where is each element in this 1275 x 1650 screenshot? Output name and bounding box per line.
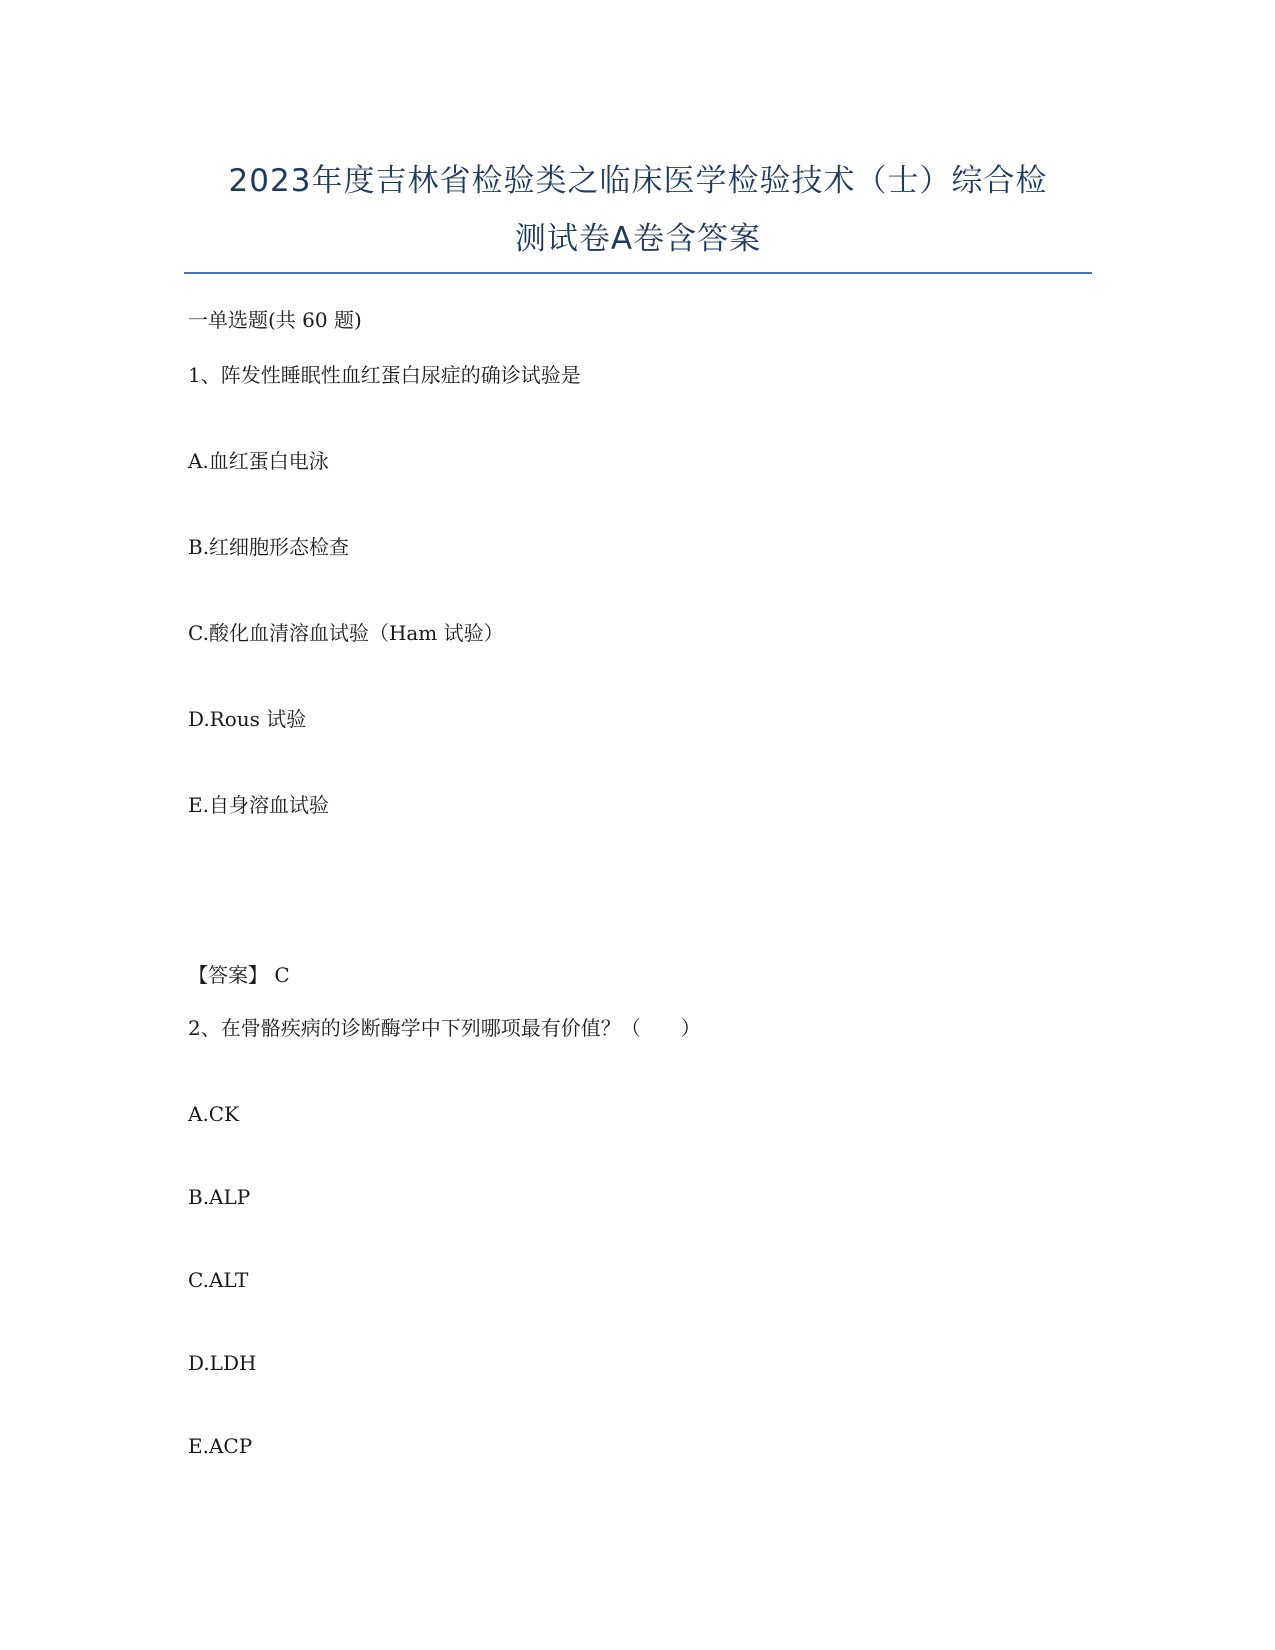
- document-title: [184, 152, 1092, 268]
- question-2-option-b: B.ALP: [188, 1185, 251, 1209]
- question-1-option-b: B.红细胞形态检查: [188, 535, 350, 559]
- title-line-2: 测试卷A卷含答案: [514, 221, 762, 257]
- question-2-option-c: C.ALT: [188, 1268, 249, 1292]
- question-2-stem: 2、在骨骼疾病的诊断酶学中下列哪项最有价值？（ ）: [188, 1016, 701, 1040]
- question-2-option-d: D.LDH: [188, 1351, 257, 1375]
- title-divider: [184, 272, 1092, 274]
- question-1-option-d: D.Rous 试验: [188, 707, 307, 731]
- question-1-stem: 1、阵发性睡眠性血红蛋白尿症的确诊试验是: [188, 363, 581, 387]
- question-1-answer: 【答案】 C: [188, 963, 290, 987]
- question-2-option-a: A.CK: [188, 1102, 240, 1126]
- title-line-1: 2023年度吉林省检验类之临床医学检验技术（士）综合检: [228, 163, 1048, 199]
- question-1-option-a: A.血红蛋白电泳: [188, 449, 329, 473]
- question-1-option-e: E.自身溶血试验: [188, 793, 329, 817]
- question-2-option-e: E.ACP: [188, 1434, 253, 1458]
- section-heading: 一单选题(共 60 题): [188, 308, 362, 332]
- question-1-option-c: C.酸化血清溶血试验（Ham 试验）: [188, 621, 504, 645]
